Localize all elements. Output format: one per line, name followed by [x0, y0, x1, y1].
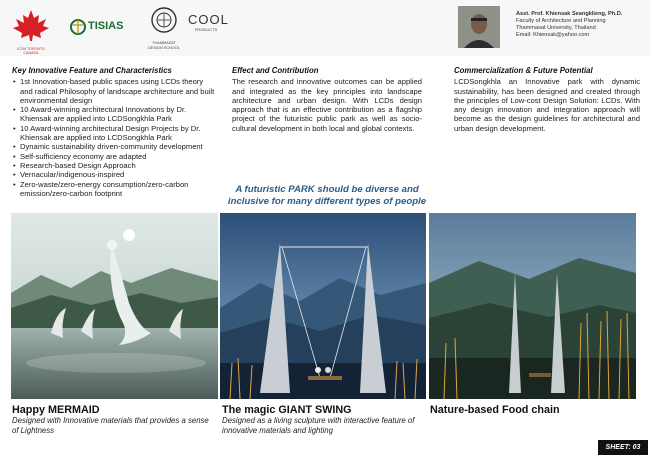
list-item: • 1st Innovation-based public spaces using LCDs theory and radical Philosophy of landscape architecture and built environmental design [12, 77, 217, 105]
list-item: • 10 Award-winning architectural Design Projects by Dr. Khiensak are applied into LCDSongkhla Park [12, 124, 217, 143]
cool-products-logo [188, 12, 229, 42]
author-university: Thammasat University, Thailand [516, 25, 596, 31]
tisias-logo [70, 14, 130, 42]
list-item: • Vernacular/indigenous-inspired [12, 170, 217, 179]
cool-logo-subtext: PRODUCTS [194, 27, 218, 32]
mermaid-caption-desc: Designed with Innovative materials that provides a sense of Lightness [12, 416, 209, 435]
list-item: • Research-based Design Approach [12, 161, 217, 170]
cool-logo-text: COOL [188, 12, 229, 27]
thammasat-emblem-icon [146, 6, 182, 36]
author-faculty: Faculty of Architecture and Planning [516, 18, 606, 24]
person-portrait-icon [458, 6, 500, 48]
list-item: • Zero-waste/zero-energy consumption/zero-carbon emission/zero-carbon footprint [12, 180, 217, 199]
key-features-title: Key Innovative Feature and Characteristics [12, 66, 172, 75]
mermaid-image [11, 213, 218, 399]
commercialization-text: LCDSongkhla an Innovative park with dynamic sustainability, has been designed and created through the principles of Low-cost Design Solution: LCDs. With any design innovation and integration approach will become as the design guidelines for architectural and urban design development. [454, 77, 640, 133]
thammasat-logo-text: THAMMASAT DESIGN SCHOOL [148, 41, 180, 50]
mermaid-caption-title: Happy MERMAID [12, 404, 100, 416]
food-chain-caption-title: Nature-based Food chain [430, 404, 560, 416]
effect-text: The research and innovative outcomes can be applied and integrated as the key principles into landscape architecture and urban design. With LCDs design approach that is an effective contribution as a flagship project of the futuristic public park as well as socio-cultural development in both local and global contexts. [232, 77, 422, 133]
effect-title: Effect and Contribution [232, 66, 319, 75]
mermaid-sculpture-icon [11, 213, 218, 399]
giant-swing-icon [220, 213, 426, 399]
maple-leaf-logo [10, 8, 52, 55]
author-email: Email: Khiensak@yahoo.com [516, 32, 590, 38]
giant-swing-caption [222, 404, 422, 435]
tisias-emblem-icon [70, 16, 86, 38]
food-chain-image [429, 213, 636, 399]
header [0, 0, 650, 56]
maple-logo-text: ICON TORONTO CANADA [17, 47, 45, 55]
giant-swing-caption-desc: Designed as a living sculpture with interactive feature of innovative materials and lighting [222, 416, 415, 435]
list-item: • Self-sufficiency economy are adapted [12, 152, 217, 161]
food-chain-icon [429, 213, 636, 399]
commercialization-section [454, 66, 640, 133]
author-info [516, 11, 646, 39]
tagline: A futuristic PARK should be diverse and inclusive for many different types of people [227, 184, 427, 207]
list-item: • 10 Award-winning architectural Innovations by Dr. Khiensak are applied into LCDSongkhla Park [12, 105, 217, 124]
key-features-section [12, 66, 217, 198]
thammasat-logo [146, 6, 182, 50]
commercialization-title: Commercialization & Future Potential [454, 66, 593, 75]
author-name: Asst. Prof. Khiensak Seangklieng, Ph.D. [516, 11, 623, 17]
mermaid-caption [12, 404, 212, 435]
author-portrait [458, 6, 500, 48]
sheet-number-badge: SHEET: 03 [598, 440, 648, 455]
food-chain-caption [430, 404, 630, 416]
effect-section [232, 66, 422, 133]
list-item: • Dynamic sustainability driven-community development [12, 142, 217, 151]
tisias-logo-text: TISIAS [88, 20, 124, 32]
giant-swing-image [220, 213, 426, 399]
key-features-list [12, 77, 217, 198]
maple-leaf-icon [10, 8, 52, 42]
giant-swing-caption-title: The magic GIANT SWING [222, 404, 352, 416]
